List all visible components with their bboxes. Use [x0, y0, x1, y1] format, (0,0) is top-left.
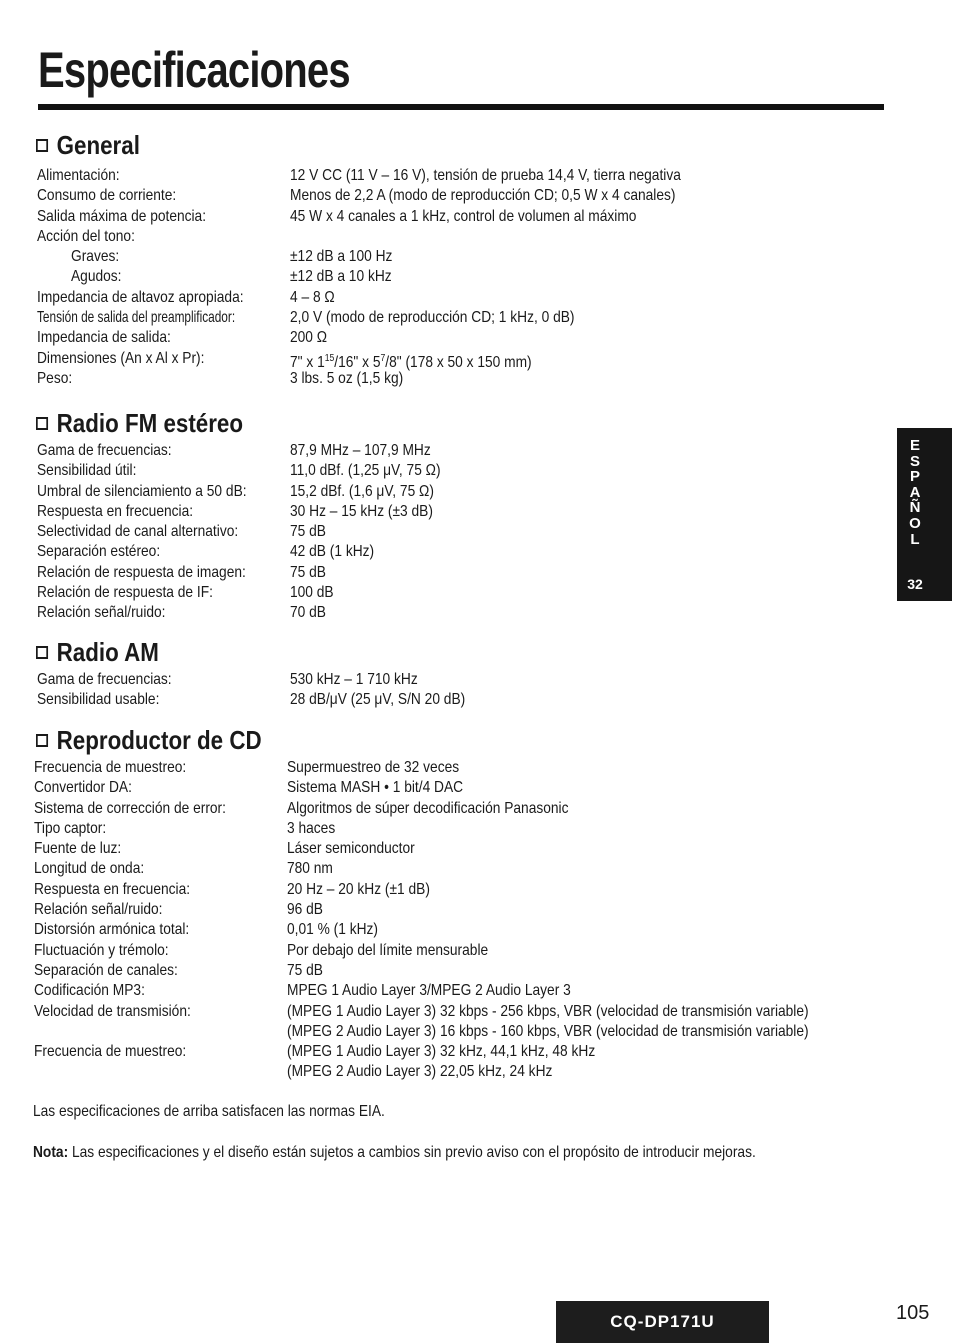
spec-value: Láser semiconductor	[287, 840, 415, 858]
spec-row	[37, 441, 917, 461]
spec-value: 100 dB	[290, 584, 334, 602]
spec-value: 70 dB	[290, 604, 326, 622]
spec-row	[37, 670, 917, 690]
section-title: Radio AM	[56, 637, 159, 667]
spec-value: 780 nm	[287, 860, 333, 878]
spec-row	[37, 308, 917, 328]
spec-row	[37, 207, 917, 227]
section-title: General	[56, 130, 140, 160]
spec-list-general	[37, 166, 917, 389]
spec-value: (MPEG 1 Audio Layer 3) 32 kHz, 44,1 kHz, 48 kHz	[287, 1043, 596, 1061]
spec-row	[37, 522, 917, 542]
section-title: Reproductor de CD	[56, 725, 262, 755]
section-title: Radio FM estéreo	[56, 408, 244, 438]
spec-label: Fluctuación y trémolo:	[34, 941, 169, 959]
spec-row	[37, 267, 917, 287]
page-title: Especificaciones	[38, 42, 350, 98]
spec-value: 0,01 % (1 kHz)	[287, 921, 378, 939]
spec-label: Separación de canales:	[34, 961, 178, 979]
spec-label: Longitud de onda:	[34, 860, 145, 878]
section-heading-general	[36, 130, 140, 160]
spec-label: Sensibilidad usable:	[37, 691, 160, 709]
spec-value: 15,2 dBf. (1,6 μV, 75 Ω)	[290, 482, 434, 500]
spec-row	[37, 288, 917, 308]
spec-label: Gama de frecuencias:	[37, 442, 172, 459]
spec-label: Respuesta en frecuencia:	[37, 502, 194, 520]
checkbox-square-icon	[36, 646, 48, 659]
spec-value: 75 dB	[287, 961, 323, 979]
spec-row	[34, 1002, 914, 1022]
checkbox-square-icon	[36, 139, 48, 152]
section-heading-am	[36, 637, 159, 667]
spec-row	[37, 369, 917, 389]
spec-row	[37, 482, 917, 502]
spec-value: 7" x $1^{15}/16$" x $5^7/8$" (178 x 50 x 150 mm)	[290, 352, 532, 371]
spec-label: Impedancia de salida:	[37, 329, 171, 347]
spec-label: Relación señal/ruido:	[37, 604, 166, 622]
spec-row	[37, 349, 917, 369]
spec-row	[34, 961, 914, 981]
spec-row	[37, 247, 917, 267]
spec-label: Convertidor DA:	[34, 779, 132, 797]
note-text: Las especificaciones y el diseño están sujetos a cambios sin previo aviso con el propósito de introducir mejoras.	[71, 1144, 756, 1161]
spec-row	[37, 227, 917, 247]
spec-label: Umbral de silenciamiento a 50 dB:	[37, 482, 247, 500]
language-side-tab	[897, 428, 952, 601]
spec-label: Sensibilidad útil:	[37, 462, 137, 480]
spec-value: 30 Hz – 15 kHz (±3 dB)	[290, 502, 433, 520]
spec-value: 3 haces	[287, 819, 336, 837]
section-heading-fm	[36, 408, 243, 438]
spec-value: (MPEG 2 Audio Layer 3) 22,05 kHz, 24 kHz	[287, 1063, 553, 1081]
spec-list-cd	[34, 758, 914, 1083]
spec-label: Codificación MP3:	[34, 982, 145, 1000]
spec-label: Gama de frecuencias:	[37, 671, 172, 688]
spec-value: 12 V CC (11 V – 16 V), tensión de prueba 14,4 V, tierra negativa	[290, 167, 681, 184]
spec-row	[37, 690, 917, 710]
spec-label: Separación estéreo:	[37, 543, 161, 561]
spec-value: Supermuestreo de 32 veces	[287, 759, 460, 776]
title-rule	[38, 104, 884, 110]
spec-label: Relación de respuesta de imagen:	[37, 563, 246, 581]
checkbox-square-icon	[36, 417, 48, 430]
spec-label: Consumo de corriente:	[37, 187, 177, 205]
spec-label: Tensión de salida del preamplificador:	[37, 309, 236, 327]
spec-row	[34, 839, 914, 859]
spec-label: Relación señal/ruido:	[34, 901, 163, 919]
spec-value: 200 Ω	[290, 329, 328, 347]
note-label: Nota:	[33, 1144, 69, 1161]
spec-label: Acción del tono:	[37, 227, 135, 245]
spec-row	[34, 981, 914, 1001]
spec-value: 530 kHz – 1 710 kHz	[290, 671, 418, 688]
spec-row	[34, 819, 914, 839]
section-heading-cd	[36, 725, 262, 755]
spec-label: Relación de respuesta de IF:	[37, 584, 213, 602]
spec-label: Frecuencia de muestreo:	[34, 759, 187, 776]
spec-value: 28 dB/μV (25 μV, S/N 20 dB)	[290, 691, 466, 709]
page-number: 105	[896, 1302, 930, 1324]
spec-value: 96 dB	[287, 901, 323, 919]
spec-row	[37, 166, 917, 186]
model-number-badge: CQ-DP171U	[556, 1301, 769, 1343]
spec-label: Salida máxima de potencia:	[37, 207, 207, 225]
spec-label: Distorsión armónica total:	[34, 921, 190, 939]
spec-row	[37, 328, 917, 348]
spec-label: Fuente de luz:	[34, 840, 122, 858]
spec-value: 20 Hz – 20 kHz (±1 dB)	[287, 880, 430, 898]
spec-value: 2,0 V (modo de reproducción CD; 1 kHz, 0 dB)	[290, 309, 575, 327]
spec-row	[37, 186, 917, 206]
spec-row	[37, 563, 917, 583]
spec-row	[34, 920, 914, 940]
spec-row	[34, 859, 914, 879]
spec-value: Sistema MASH • 1 bit/4 DAC	[287, 779, 464, 797]
spec-label: Dimensiones (An x Al x Pr):	[37, 349, 205, 367]
spec-label: Alimentación:	[37, 167, 120, 184]
spec-value: Algoritmos de súper decodificación Panasonic	[287, 799, 569, 817]
spec-row	[34, 1062, 914, 1082]
spec-value: (MPEG 1 Audio Layer 3) 32 kbps - 256 kbps, VBR (velocidad de transmisión variable)	[287, 1002, 809, 1020]
spec-label: Impedancia de altavoz apropiada:	[37, 288, 244, 306]
spec-value: MPEG 1 Audio Layer 3/MPEG 2 Audio Layer 3	[287, 982, 571, 1000]
spec-label: Sistema de corrección de error:	[34, 799, 226, 817]
spec-value: 87,9 MHz – 107,9 MHz	[290, 442, 431, 459]
spec-label: Tipo captor:	[34, 819, 107, 837]
spec-value: 3 lbs. 5 oz (1,5 kg)	[290, 369, 404, 387]
spec-row	[37, 542, 917, 562]
spec-value: Menos de 2,2 A (modo de reproducción CD; 0,5 W x 4 canales)	[290, 187, 676, 205]
spec-label: Agudos:	[71, 268, 122, 286]
spec-value: 4 – 8 Ω	[290, 288, 335, 306]
spec-row	[34, 1022, 914, 1042]
spec-list-fm	[37, 441, 917, 624]
spec-row	[34, 900, 914, 920]
checkbox-square-icon	[36, 734, 48, 747]
spec-row	[34, 941, 914, 961]
spec-list-am	[37, 670, 917, 711]
spec-label: Peso:	[37, 369, 73, 387]
eia-statement: Las especificaciones de arriba satisfacen las normas EIA.	[33, 1103, 385, 1120]
spec-row	[34, 799, 914, 819]
spec-row	[37, 583, 917, 603]
spec-value: ±12 dB a 100 Hz	[290, 248, 393, 266]
spec-label: Respuesta en frecuencia:	[34, 880, 191, 898]
section-page-number: 32	[907, 576, 923, 592]
spec-value: Por debajo del límite mensurable	[287, 941, 489, 959]
spec-row	[34, 880, 914, 900]
spec-value: 42 dB (1 kHz)	[290, 543, 375, 561]
spec-value: ±12 dB a 10 kHz	[290, 268, 392, 286]
spec-row	[37, 502, 917, 522]
spec-label: Graves:	[71, 248, 120, 266]
spec-value: (MPEG 2 Audio Layer 3) 16 kbps - 160 kbps, VBR (velocidad de transmisión variable)	[287, 1022, 809, 1040]
note	[33, 1143, 756, 1163]
spec-row	[37, 461, 917, 481]
spec-value: 75 dB	[290, 523, 326, 541]
spec-value: 11,0 dBf. (1,25 μV, 75 Ω)	[290, 462, 441, 480]
spec-row	[34, 778, 914, 798]
spec-row	[34, 1042, 914, 1062]
spec-value: 45 W x 4 canales a 1 kHz, control de volumen al máximo	[290, 207, 637, 225]
spec-value: 75 dB	[290, 563, 326, 581]
language-letters: E S P A Ñ O L	[909, 437, 921, 548]
spec-label: Frecuencia de muestreo:	[34, 1043, 187, 1061]
spec-label: Velocidad de transmisión:	[34, 1002, 191, 1020]
spec-row	[37, 603, 917, 623]
spec-label: Selectividad de canal alternativo:	[37, 523, 239, 541]
spec-row	[34, 758, 914, 778]
